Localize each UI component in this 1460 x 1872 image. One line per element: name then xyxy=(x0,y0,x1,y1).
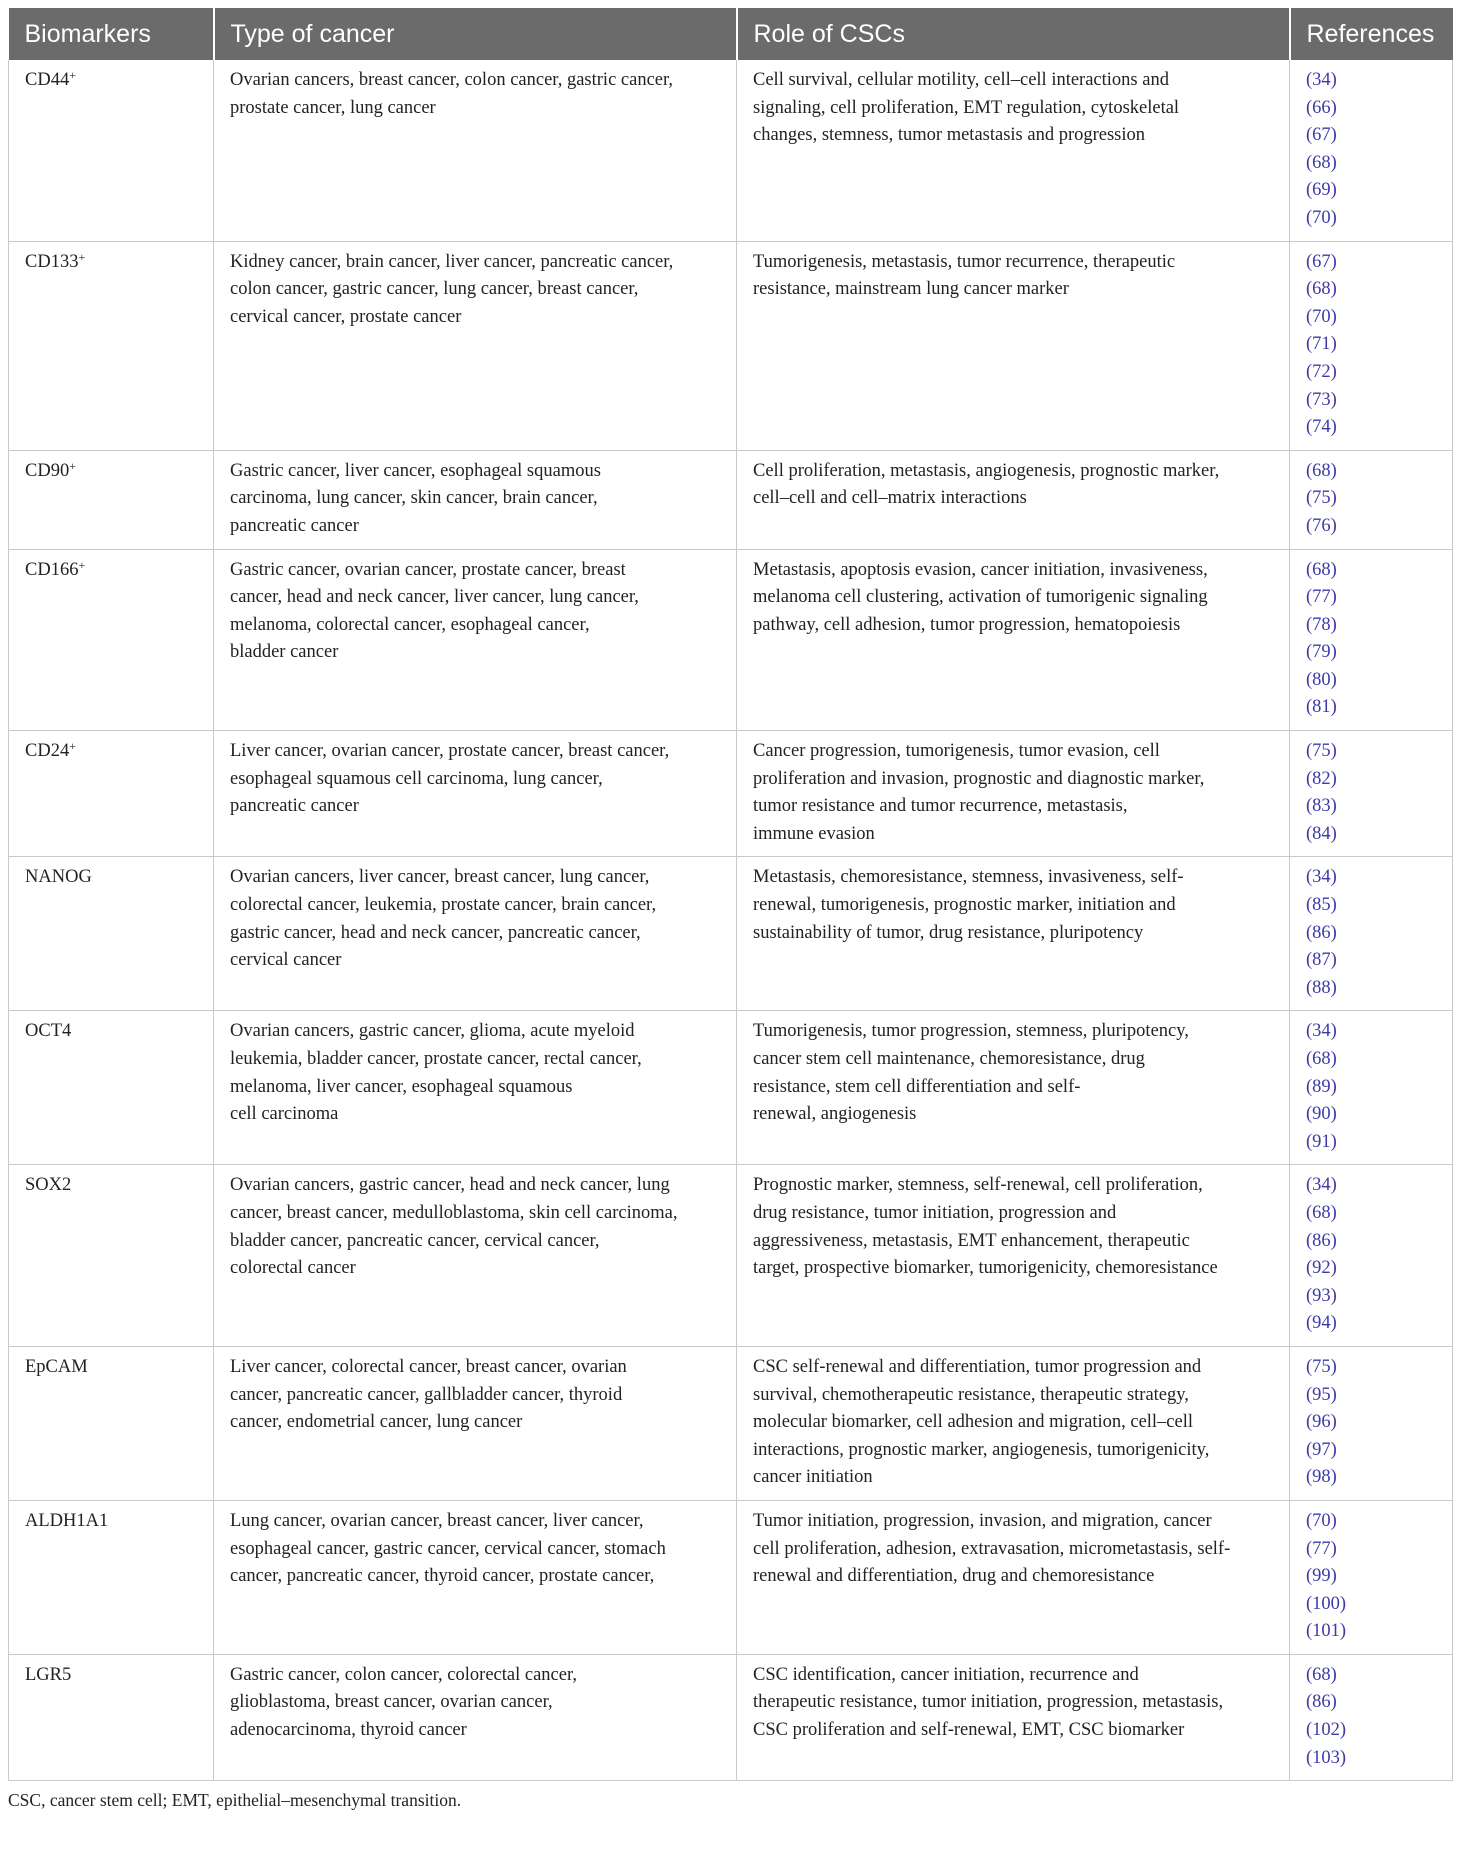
biomarker-cell xyxy=(9,549,214,731)
csc-role-line: Metastasis, chemoresistance, stemness, invasiveness, self- xyxy=(753,867,1184,888)
biomarker-name: EpCAM xyxy=(25,1356,88,1377)
csc-role-line: CSC identification, cancer initiation, recurrence and xyxy=(753,1664,1139,1685)
table-row xyxy=(9,1500,1453,1654)
cancer-type-line: colorectal cancer xyxy=(230,1258,356,1279)
reference-link[interactable]: (34) xyxy=(1306,1175,1337,1196)
biomarker-cell xyxy=(9,1165,214,1347)
reference-link[interactable]: (34) xyxy=(1306,1021,1337,1042)
table-row xyxy=(9,1011,1453,1165)
csc-role-line: renewal, tumorigenesis, prognostic marker, initiation and xyxy=(753,895,1176,916)
cancer-type-line: melanoma, liver cancer, esophageal squamous xyxy=(230,1076,573,1097)
csc-role-cell xyxy=(737,1500,1290,1654)
csc-role-line: CSC self-renewal and differentiation, tumor progression and xyxy=(753,1356,1202,1377)
cancer-type-line: cervical cancer xyxy=(230,950,342,971)
cancer-type-cell xyxy=(214,1346,737,1500)
csc-role-line: changes, stemness, tumor metastasis and progression xyxy=(753,125,1146,146)
csc-role-cell xyxy=(737,1011,1290,1165)
biomarker-superscript: + xyxy=(78,557,86,572)
cancer-type-cell xyxy=(214,549,737,731)
references-cell xyxy=(1290,450,1453,549)
table-row xyxy=(9,450,1453,549)
reference-link[interactable]: (68) xyxy=(1306,152,1337,173)
biomarker-cell xyxy=(9,857,214,1011)
reference-link[interactable]: (90) xyxy=(1306,1104,1337,1125)
csc-role-line: Metastasis, apoptosis evasion, cancer initiation, invasiveness, xyxy=(753,559,1208,580)
reference-link[interactable]: (34) xyxy=(1306,867,1337,888)
cancer-type-cell xyxy=(214,1011,737,1165)
reference-link[interactable]: (86) xyxy=(1306,922,1337,943)
cancer-type-cell xyxy=(214,1165,737,1347)
cancer-type-line: leukemia, bladder cancer, prostate cancer, rectal cancer, xyxy=(230,1049,642,1069)
reference-link[interactable]: (68) xyxy=(1306,279,1337,300)
reference-link[interactable]: (92) xyxy=(1306,1258,1337,1279)
cancer-type-line: Ovarian cancers, gastric cancer, head and neck cancer, lung xyxy=(230,1175,670,1196)
reference-link[interactable]: (68) xyxy=(1306,1202,1337,1223)
csc-role-line: signaling, cell proliferation, EMT regulation, cytoskeletal xyxy=(753,97,1180,118)
reference-link[interactable]: (88) xyxy=(1306,977,1337,998)
reference-link[interactable]: (70) xyxy=(1306,306,1337,327)
reference-link[interactable]: (85) xyxy=(1306,895,1337,916)
cancer-type-line: cancer, pancreatic cancer, gallbladder cancer, thyroid xyxy=(230,1384,623,1405)
csc-role-cell xyxy=(737,731,1290,857)
csc-role-line: aggressiveness, metastasis, EMT enhancement, therapeutic xyxy=(753,1230,1190,1251)
reference-link[interactable]: (103) xyxy=(1306,1747,1347,1768)
csc-role-line: cancer stem cell maintenance, chemoresistance, drug xyxy=(753,1049,1145,1069)
csc-role-line: drug resistance, tumor initiation, progression and xyxy=(753,1202,1117,1223)
reference-link[interactable]: (84) xyxy=(1306,823,1337,844)
csc-role-cell xyxy=(737,1346,1290,1500)
csc-role-line: tumor resistance and tumor recurrence, metastasis, xyxy=(753,796,1128,817)
references-cell xyxy=(1290,1346,1453,1500)
header-row xyxy=(9,8,1453,60)
reference-link[interactable]: (67) xyxy=(1306,125,1337,146)
csc-role-line: melanoma cell clustering, activation of tumorigenic signaling xyxy=(753,587,1208,608)
references-cell xyxy=(1290,1500,1453,1654)
table-container xyxy=(8,8,1452,1811)
cancer-type-line: cervical cancer, prostate cancer xyxy=(230,306,462,327)
cancer-type-line: Gastric cancer, liver cancer, esophageal squamous xyxy=(230,460,601,481)
references-cell xyxy=(1290,549,1453,731)
biomarker-cell xyxy=(9,1346,214,1500)
cancer-type-line: gastric cancer, head and neck cancer, pancreatic cancer, xyxy=(230,922,641,943)
table-body xyxy=(9,60,1453,1781)
reference-link[interactable]: (68) xyxy=(1306,559,1337,580)
biomarker-cell xyxy=(9,1011,214,1165)
reference-link[interactable]: (93) xyxy=(1306,1285,1337,1306)
biomarker-name: LGR5 xyxy=(25,1664,72,1685)
table-header xyxy=(9,8,1453,60)
cancer-type-line: glioblastoma, breast cancer, ovarian cancer, xyxy=(230,1692,553,1713)
reference-link[interactable]: (75) xyxy=(1306,1356,1337,1377)
biomarker-cell xyxy=(9,731,214,857)
biomarker-cell xyxy=(9,60,214,241)
cancer-type-line: Ovarian cancers, gastric cancer, glioma, acute myeloid xyxy=(230,1021,635,1042)
table-footnote: CSC, cancer stem cell; EMT, epithelial–mesenchymal transition. xyxy=(8,1790,462,1811)
csc-role-cell xyxy=(737,60,1290,241)
csc-role-line: cancer initiation xyxy=(753,1467,873,1488)
biomarker-name: CD133 xyxy=(25,251,79,272)
biomarkers-table xyxy=(8,8,1453,1781)
csc-role-line: renewal, angiogenesis xyxy=(753,1104,917,1125)
cancer-type-line: cancer, breast cancer, medulloblastoma, skin cell carcinoma, xyxy=(230,1202,678,1223)
references-cell xyxy=(1290,60,1453,241)
cancer-type-line: Lung cancer, ovarian cancer, breast cancer, liver cancer, xyxy=(230,1510,644,1531)
csc-role-cell xyxy=(737,549,1290,731)
reference-link[interactable]: (82) xyxy=(1306,768,1337,789)
csc-role-line: resistance, stem cell differentiation and self- xyxy=(753,1076,1081,1097)
csc-role-line: interactions, prognostic marker, angiogenesis, tumorigenicity, xyxy=(753,1439,1210,1460)
reference-link[interactable]: (86) xyxy=(1306,1230,1337,1251)
cancer-type-line: colorectal cancer, leukemia, prostate cancer, brain cancer, xyxy=(230,895,657,916)
cancer-type-line: cancer, head and neck cancer, liver cancer, lung cancer, xyxy=(230,587,639,608)
cancer-type-line: Liver cancer, ovarian cancer, prostate cancer, breast cancer, xyxy=(230,741,670,762)
cancer-type-line: Ovarian cancers, breast cancer, colon cancer, gastric cancer, xyxy=(230,70,674,90)
reference-link[interactable]: (78) xyxy=(1306,614,1337,635)
csc-role-line: proliferation and invasion, prognostic and diagnostic marker, xyxy=(753,768,1205,789)
cancer-type-line: cell carcinoma xyxy=(230,1104,339,1125)
reference-link[interactable]: (97) xyxy=(1306,1439,1337,1460)
biomarker-cell xyxy=(9,1654,214,1780)
cancer-type-line: adenocarcinoma, thyroid cancer xyxy=(230,1720,467,1741)
cancer-type-line: Liver cancer, colorectal cancer, breast cancer, ovarian xyxy=(230,1356,627,1377)
biomarker-name: OCT4 xyxy=(25,1021,72,1042)
cancer-type-line: esophageal squamous cell carcinoma, lung cancer, xyxy=(230,768,603,789)
table-row xyxy=(9,1165,1453,1347)
csc-role-line: survival, chemotherapeutic resistance, therapeutic strategy, xyxy=(753,1384,1189,1405)
csc-role-line: Prognostic marker, stemness, self-renewal, cell proliferation, xyxy=(753,1175,1203,1196)
csc-role-cell xyxy=(737,857,1290,1011)
biomarker-name: CD90 xyxy=(25,460,70,481)
references-cell xyxy=(1290,1654,1453,1780)
cancer-type-line: bladder cancer, pancreatic cancer, cervical cancer, xyxy=(230,1230,600,1251)
reference-link[interactable]: (68) xyxy=(1306,1049,1337,1069)
reference-link[interactable]: (95) xyxy=(1306,1384,1337,1405)
biomarker-cell xyxy=(9,241,214,450)
reference-link[interactable]: (80) xyxy=(1306,669,1337,690)
reference-link[interactable]: (77) xyxy=(1306,587,1337,608)
cancer-type-line: carcinoma, lung cancer, skin cancer, brain cancer, xyxy=(230,488,598,509)
cancer-type-cell xyxy=(214,1500,737,1654)
csc-role-line: Cell survival, cellular motility, cell–cell interactions and xyxy=(753,70,1169,90)
csc-role-line: molecular biomarker, cell adhesion and migration, cell–cell xyxy=(753,1412,1194,1433)
biomarker-name: CD44 xyxy=(25,70,70,90)
csc-role-line: therapeutic resistance, tumor initiation, progression, metastasis, xyxy=(753,1692,1224,1713)
reference-link[interactable]: (83) xyxy=(1306,796,1337,817)
cancer-type-line: Ovarian cancers, liver cancer, breast cancer, lung cancer, xyxy=(230,867,650,888)
cancer-type-cell xyxy=(214,731,737,857)
reference-link[interactable]: (70) xyxy=(1306,1510,1337,1531)
reference-link[interactable]: (99) xyxy=(1306,1566,1337,1587)
reference-link[interactable]: (70) xyxy=(1306,207,1337,228)
csc-role-line: Tumorigenesis, metastasis, tumor recurrence, therapeutic xyxy=(753,251,1176,272)
csc-role-line: Cancer progression, tumorigenesis, tumor evasion, cell xyxy=(753,741,1160,762)
reference-link[interactable]: (68) xyxy=(1306,460,1337,481)
biomarker-cell xyxy=(9,450,214,549)
cancer-type-line: Gastric cancer, ovarian cancer, prostate cancer, breast xyxy=(230,559,626,580)
table-row xyxy=(9,549,1453,731)
table-row xyxy=(9,241,1453,450)
biomarker-name: CD166 xyxy=(25,559,79,580)
csc-role-line: pathway, cell adhesion, tumor progression, hematopoiesis xyxy=(753,614,1181,635)
csc-role-cell xyxy=(737,1654,1290,1780)
csc-role-line: sustainability of tumor, drug resistance, pluripotency xyxy=(753,922,1144,943)
reference-link[interactable]: (75) xyxy=(1306,488,1337,509)
reference-link[interactable]: (73) xyxy=(1306,389,1337,410)
reference-link[interactable]: (89) xyxy=(1306,1076,1337,1097)
reference-link[interactable]: (86) xyxy=(1306,1692,1337,1713)
cancer-type-line: cancer, endometrial cancer, lung cancer xyxy=(230,1412,523,1433)
reference-link[interactable]: (102) xyxy=(1306,1720,1347,1741)
biomarker-superscript: + xyxy=(69,739,76,754)
reference-link[interactable]: (67) xyxy=(1306,251,1337,272)
biomarker-name: CD24 xyxy=(25,741,70,762)
csc-role-cell xyxy=(737,1165,1290,1347)
cancer-type-line: colon cancer, gastric cancer, lung cancer, breast cancer, xyxy=(230,279,639,300)
biomarker-cell xyxy=(9,1500,214,1654)
reference-link[interactable]: (75) xyxy=(1306,741,1337,762)
reference-link[interactable]: (91) xyxy=(1306,1131,1337,1152)
cancer-type-line: prostate cancer, lung cancer xyxy=(230,97,436,118)
references-cell xyxy=(1290,1165,1453,1347)
reference-link[interactable]: (72) xyxy=(1306,361,1337,382)
header-role-of-cscs: Role of CSCs xyxy=(737,8,1290,60)
cancer-type-line: pancreatic cancer xyxy=(230,796,359,817)
csc-role-line: Tumorigenesis, tumor progression, stemness, pluripotency, xyxy=(753,1021,1189,1042)
references-cell xyxy=(1290,731,1453,857)
header-references: References xyxy=(1290,8,1453,60)
cancer-type-cell xyxy=(214,60,737,241)
cancer-type-cell xyxy=(214,241,737,450)
reference-link[interactable]: (94) xyxy=(1306,1313,1337,1334)
reference-link[interactable]: (76) xyxy=(1306,515,1337,536)
reference-link[interactable]: (66) xyxy=(1306,97,1337,118)
reference-link[interactable]: (100) xyxy=(1306,1593,1347,1614)
reference-link[interactable]: (74) xyxy=(1306,417,1337,438)
cancer-type-line: bladder cancer xyxy=(230,642,339,663)
csc-role-line: resistance, mainstream lung cancer marker xyxy=(753,279,1069,300)
biomarker-name: ALDH1A1 xyxy=(25,1510,109,1531)
biomarker-superscript: + xyxy=(78,249,86,264)
table-row xyxy=(9,1654,1453,1780)
references-cell xyxy=(1290,1011,1453,1165)
cancer-type-cell xyxy=(214,450,737,549)
table-row xyxy=(9,731,1453,857)
csc-role-line: target, prospective biomarker, tumorigenicity, chemoresistance xyxy=(753,1258,1218,1279)
cancer-type-line: Gastric cancer, colon cancer, colorectal cancer, xyxy=(230,1664,577,1685)
cancer-type-cell xyxy=(214,857,737,1011)
references-cell xyxy=(1290,857,1453,1011)
table-row xyxy=(9,857,1453,1011)
csc-role-line: CSC proliferation and self-renewal, EMT, CSC biomarker xyxy=(753,1720,1185,1741)
table-row xyxy=(9,1346,1453,1500)
csc-role-line: immune evasion xyxy=(753,823,875,844)
reference-link[interactable]: (96) xyxy=(1306,1412,1337,1433)
cancer-type-line: melanoma, colorectal cancer, esophageal cancer, xyxy=(230,614,590,635)
cancer-type-line: cancer, pancreatic cancer, thyroid cancer, prostate cancer, xyxy=(230,1566,655,1587)
reference-link[interactable]: (68) xyxy=(1306,1664,1337,1685)
biomarker-superscript: + xyxy=(69,458,76,473)
csc-role-line: cell–cell and cell–matrix interactions xyxy=(753,488,1027,509)
reference-link[interactable]: (69) xyxy=(1306,180,1337,201)
reference-link[interactable]: (71) xyxy=(1306,334,1337,355)
biomarker-name: NANOG xyxy=(25,867,92,888)
cancer-type-cell xyxy=(214,1654,737,1780)
reference-link[interactable]: (98) xyxy=(1306,1467,1337,1488)
biomarker-superscript: + xyxy=(69,68,76,82)
reference-link[interactable]: (81) xyxy=(1306,697,1337,718)
csc-role-cell xyxy=(737,241,1290,450)
header-biomarkers: Biomarkers xyxy=(9,8,214,60)
biomarker-name: SOX2 xyxy=(25,1175,72,1196)
cancer-type-line: Kidney cancer, brain cancer, liver cancer, pancreatic cancer, xyxy=(230,251,674,272)
reference-link[interactable]: (87) xyxy=(1306,950,1337,971)
references-cell xyxy=(1290,241,1453,450)
cancer-type-line: esophageal cancer, gastric cancer, cervical cancer, stomach xyxy=(230,1538,666,1559)
reference-link[interactable]: (77) xyxy=(1306,1538,1337,1559)
csc-role-line: cell proliferation, adhesion, extravasation, micrometastasis, self- xyxy=(753,1538,1231,1559)
cancer-type-line: pancreatic cancer xyxy=(230,515,359,536)
csc-role-line: Tumor initiation, progression, invasion, and migration, cancer xyxy=(753,1510,1212,1531)
reference-link[interactable]: (101) xyxy=(1306,1621,1347,1642)
reference-link[interactable]: (34) xyxy=(1306,70,1337,90)
reference-link[interactable]: (79) xyxy=(1306,642,1337,663)
csc-role-cell xyxy=(737,450,1290,549)
table-row xyxy=(9,60,1453,241)
header-type-of-cancer: Type of cancer xyxy=(214,8,737,60)
csc-role-line: Cell proliferation, metastasis, angiogenesis, prognostic marker, xyxy=(753,460,1220,481)
csc-role-line: renewal and differentiation, drug and chemoresistance xyxy=(753,1566,1155,1587)
